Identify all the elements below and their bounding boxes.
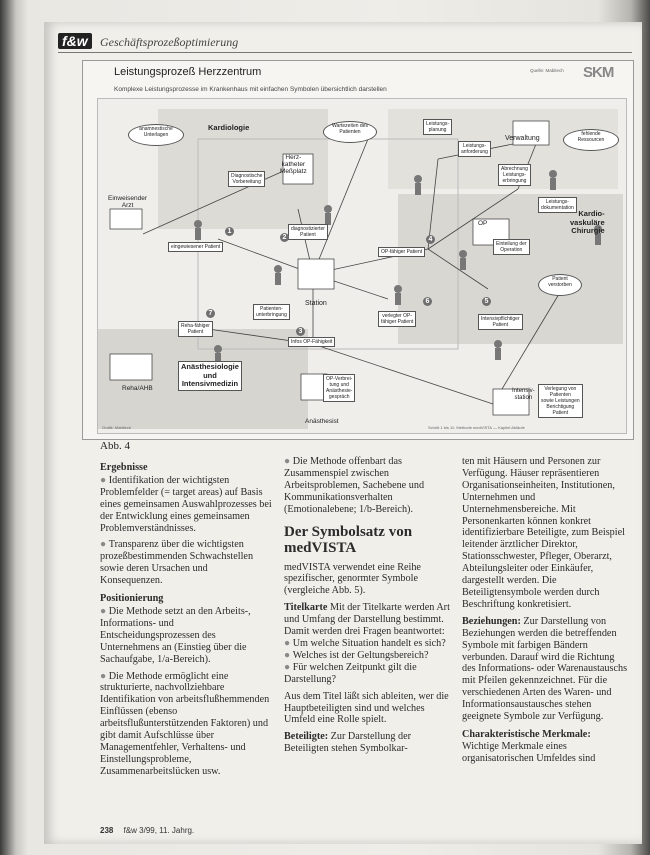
process-diagram: [97, 98, 627, 434]
step-number: 4: [426, 235, 435, 244]
figure-title: Leistungsprozeß Herzzentrum: [114, 66, 262, 78]
journal-issue: f&w 3/99, 11. Jahrg.: [123, 826, 195, 835]
figure-source-left: Grafik: Mabitech: [102, 425, 132, 430]
paragraph: Aus dem Titel läßt sich ableiten, wer die Hauptbeteiligten sind und welches Umfeld eine Rolle spielt.: [284, 690, 449, 726]
label-fehlende: fehlende Ressourcen: [563, 129, 619, 151]
section-heading-symbolsatz: Der Symbolsatz von medVISTA: [284, 523, 413, 556]
page-footer: [100, 826, 194, 835]
question: ● Um welche Situation handelt es sich?: [284, 638, 450, 650]
label-abrechnung: Abrechnung Leistungs- erbringung: [498, 164, 531, 186]
paragraph: medVISTA verwendet eine Reihe spezifischer, genormter Symbole (vergleiche Abb. 5).: [284, 561, 421, 597]
area-anaesthesist: Anästhesist: [305, 418, 339, 425]
label-leistungs-dokumentation: Leistungs- dokumentation: [538, 197, 577, 213]
text-column-3: [462, 456, 628, 770]
step-number: 5: [482, 297, 491, 306]
label-reha-faehiger: Reha-fähiger Patient: [178, 321, 213, 337]
label-vorbereitung: Diagnostische Vorbereitung: [228, 171, 265, 187]
step-number: 2: [280, 233, 289, 242]
paragraph: ● Die Methode offenbart das Zusammenspiel zwischen Arbeitsproblemen, Sachebene und Kommunikationsverhalten (Emotionalebene; 1/b-Bereich).: [284, 456, 450, 516]
figure-subtitle: Komplexe Leistungsprozesse im Krankenhaus mit einfachen Symbolen übersichtlich darstellen: [114, 86, 387, 93]
paragraph-text: Zur Darstellung der Beteiligten stehen Symbolkar-: [284, 731, 412, 755]
building-icon: [298, 259, 334, 289]
building-icon: [110, 209, 142, 229]
paragraph: ● Transparenz über die wichtigsten prozeßbestimmenden Schwachstellen sowie deren Ursachen und Konsequenzen.: [100, 539, 272, 587]
paragraph: ● Die Methode ermöglicht eine strukturierte, nachvollziehbare Identifikation von arbeitsflußhemmenden Einflüssen (ebenso arbeitsflußunterstützenden Faktoren) und gibt damit Aufschlüsse über Managementfehler, Verhaltens- und Einstellungsprobleme, Zusammenarbeitslücken usw.: [100, 671, 272, 778]
term-beziehungen: Beziehungen:: [462, 615, 521, 627]
paragraph-text: Zur Darstellung von Beziehungen werden die betreffenden Symbole mit farbigen Bändern verbunden. Darauf wird die Richtung des Informations- oder Warenaustauschs mit Pfeilen gekennzeichnet. Für die verschiedenen Arten des Waren- und Informationsaustausches stehen geeignete Symbole zur Verfügung.: [462, 615, 628, 723]
section-title: Geschäftsprozeßoptimierung: [100, 35, 239, 49]
journal-logo: f&w: [58, 33, 92, 49]
area-op: OP: [478, 220, 488, 227]
figure-caption: Abb. 4: [100, 440, 130, 452]
step-number: 1: [225, 227, 234, 236]
label-leistungsplanung: Leistungs- planung: [423, 119, 452, 135]
text-column-2: [284, 456, 450, 760]
paragraph: ● Die Methode setzt an den Arbeits-, Informations- und Entscheidungsprozessen des Unternehmens an (Einstieg über die Sachaufgabe, 1/a-Bereich).: [100, 606, 272, 666]
paragraph-beteiligte: [284, 731, 450, 755]
area-station: Station: [305, 300, 327, 307]
paragraph-text: Mit der Titelkarte werden Art und Umfang der Darstellung bestimmt. Damit werden drei Fragen beantwortet:: [284, 602, 450, 638]
area-intensivstation: Intensiv- station: [512, 388, 535, 401]
label-op-verbereitung: OP-Verbrei- tung und Anästhesie- gespräch: [323, 374, 355, 402]
area-reha: Reha/AHB: [122, 385, 153, 392]
step-number: 3: [296, 327, 305, 336]
paragraph: ten mit Häusern und Personen zur Verfügung. Häuser repräsentieren Organisationseinheiten, Institutionen, Unternehmen und Unternehmensbereiche. Mit Personenkarten können konkret identifizierbare Beteiligte, zum Beispiel leitender ärztlicher Direktor, Stationsschwester, Pfleger, Oberarzt, Abteilungsleiter oder Einkäufer, dargestellt werden. Die Beteiligtensymbole werden durch Beschriftung konkretisiert.: [462, 456, 625, 610]
page-number: 238: [100, 826, 114, 835]
paragraph: Wichtige Merkmale eines organisatorischen Umfeldes sind: [462, 740, 596, 764]
step-number: 6: [423, 297, 432, 306]
label-leistungsanforderung: Leistungs- anforderung: [458, 141, 491, 157]
label-verlegter: verlegter OP- fähiger Patient: [378, 311, 416, 327]
term-titelkarte: Titelkarte: [284, 602, 328, 614]
figure-source-right: Schritt 1 bis 11: Methode medVISTA — Kapitel Abläufe: [428, 425, 525, 430]
label-patient-verstorben: Patient verstorben: [538, 274, 582, 296]
label-operierter: Intensivpflichtiger Patient: [478, 314, 523, 330]
area-kardiologie: Kardiologie: [208, 123, 250, 132]
label-entlassung: Verlegung von Patienten sowie Leistungen Berichtigung Patient: [538, 384, 583, 418]
figure-credit: Quelle: Mabitech: [530, 68, 564, 73]
area-anaesthesiologie: Anästhesiologie und Intensivmedizin: [178, 361, 242, 391]
label-infos: Infos OP-Fähigkeit: [288, 337, 335, 347]
label-op-faehiger: OP-fähiger Patient: [378, 247, 425, 257]
building-icon: [110, 354, 152, 380]
question: ● Welches ist der Geltungsbereich?: [284, 650, 450, 662]
area-einweisender-arzt: Einweisender Arzt: [108, 195, 148, 209]
label-eingewiesener: eingewiesener Patient: [168, 242, 223, 252]
page-header: [58, 32, 632, 53]
label-anamnestische: anamnestische Unterlagen: [128, 124, 184, 146]
paragraph-titelkarte: [284, 602, 450, 638]
area-herzkatheter: Herz- katheter Meßplatz: [280, 154, 307, 175]
paragraph-beziehungen: [462, 616, 628, 723]
label-einteilung: Einteilung der Operation: [493, 239, 530, 255]
label-wartezeiten: Wartezeiten des Patienten: [323, 121, 377, 143]
step-number: 7: [206, 309, 215, 318]
text-column-1: [100, 456, 272, 783]
heading-merkmale: Charakteristische Merkmale:: [462, 728, 591, 740]
heading-ergebnisse: Ergebnisse: [100, 462, 148, 473]
heading-positionierung: Positionierung: [100, 593, 164, 605]
figure-logo: SKM: [583, 64, 614, 81]
paragraph: ● Identifikation der wichtigsten Problemfelder (= target areas) auf Basis eines gemeinsamen Auswahlprozesses bei der Entwicklung eines gemeinsamen Problemverständnisses.: [100, 475, 272, 535]
term-beteiligte: Beteiligte:: [284, 731, 329, 743]
area-verwaltung: Verwaltung: [505, 135, 540, 142]
label-patienten-aufnahme: Patienten- unterbringung: [253, 304, 290, 320]
area-kardiovaskulaere-chirurgie: Kardio- vaskuläre Chirurgie: [570, 209, 605, 235]
question: ● Für welchen Zeitpunkt gilt die Darstellung?: [284, 662, 450, 686]
label-diagnostizierter: diagnostizierter Patient: [288, 224, 328, 240]
